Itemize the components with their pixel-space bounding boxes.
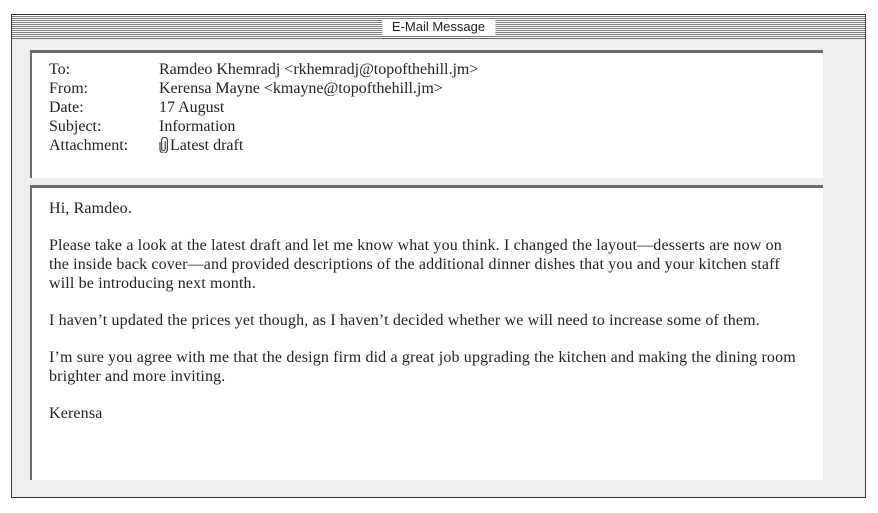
date-row — [49, 98, 823, 117]
subject-value: Information — [159, 118, 236, 135]
title-bar[interactable] — [12, 15, 865, 39]
message-body — [30, 185, 823, 480]
date-label: Date: — [49, 99, 84, 116]
from-label: From: — [49, 80, 89, 97]
email-window — [11, 14, 866, 498]
greeting: Hi, Ramdeo. — [49, 200, 132, 217]
date-value: 17 August — [159, 99, 225, 116]
signature: Kerensa — [49, 405, 103, 422]
attachment-label: Attachment: — [49, 137, 129, 154]
to-label: To: — [49, 61, 71, 78]
to-row — [49, 60, 823, 79]
paragraph-1: Please take a look at the latest draft and let me know what you think. I changed the layout—desserts are now on the inside back cover—and provided descriptions of the additional dinner dishes that you and your kitchen staff will be introducing next month. — [49, 237, 782, 292]
paperclip-icon — [159, 137, 168, 153]
paragraph-2: I haven’t updated the prices yet though, as I haven’t decided whether we will need to increase some of them. — [49, 312, 760, 329]
from-value: Kerensa Mayne <kmayne@topofthehill.jm> — [159, 80, 443, 97]
paragraph-3: I’m sure you agree with me that the design firm did a great job upgrading the kitchen and making the dining room brighter and more inviting. — [49, 349, 796, 385]
from-row — [49, 79, 823, 98]
attachment-name: Latest draft — [170, 137, 244, 154]
email-header — [30, 50, 823, 178]
to-value: Ramdeo Khemradj <rkhemradj@topofthehill.jm> — [159, 61, 479, 78]
window-title: E-Mail Message — [382, 19, 495, 35]
attachment-row — [49, 136, 823, 155]
subject-label: Subject: — [49, 118, 102, 135]
subject-row — [49, 117, 823, 136]
attachment-link[interactable] — [159, 136, 243, 155]
